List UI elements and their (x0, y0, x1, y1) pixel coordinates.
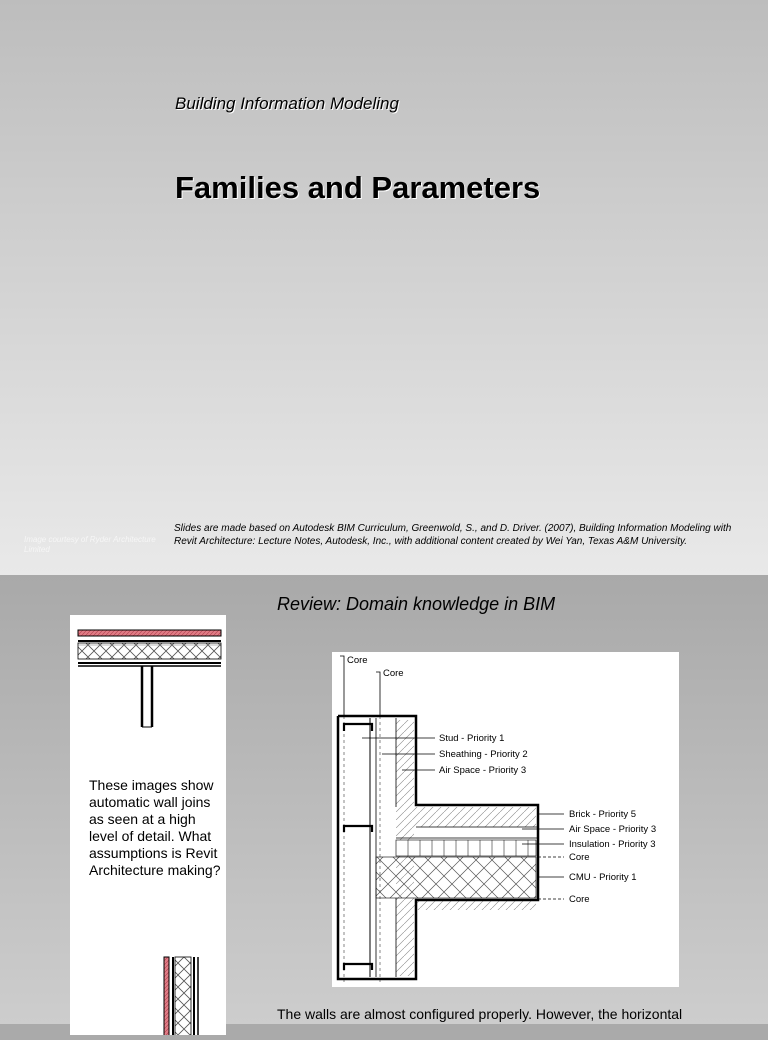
label-air-space-right: Air Space - Priority 3 (569, 824, 657, 835)
wall-priority-drawing (332, 652, 679, 987)
slide-kicker: Building Information Modeling (175, 94, 399, 113)
label-cmu: CMU - Priority 1 (569, 872, 637, 883)
bottom-note-text: The walls are almost configured properly. However, the horizontal (277, 1006, 683, 1022)
credit-text: Slides are made based on Autodesk BIM Curriculum, Greenwold, S., and D. Driver. (2007), Building Information Modeling with Revit Architecture: Lecture Notes, Autodesk, Inc., with additional content created by Wei Yan, Texas A&M University. (174, 523, 732, 547)
label-core-mid: Core (569, 852, 590, 863)
wall-priority-diagram (332, 652, 679, 987)
image-courtesy-text: Image courtesy of Ryder Architecture Limited (24, 535, 156, 554)
review-slide-title: Review: Domain knowledge in BIM (277, 594, 556, 614)
review-slide (0, 575, 768, 1024)
label-stud: Stud - Priority 1 (439, 733, 505, 744)
wall-join-question-text: These images show automatic wall joins as seen at a high level of detail. What assumptions is Revit Architecture making? (89, 777, 221, 878)
label-core-outer: Core (347, 655, 368, 666)
label-core-bottom: Core (569, 894, 590, 905)
label-insulation: Insulation - Priority 3 (569, 839, 656, 850)
wall-join-image-panel (70, 615, 226, 1035)
label-sheathing: Sheathing - Priority 2 (439, 749, 528, 760)
label-core-inner: Core (383, 668, 404, 679)
slide-title: Families and Parameters (175, 170, 541, 205)
label-air-space-left: Air Space - Priority 3 (439, 765, 527, 776)
label-brick: Brick - Priority 5 (569, 809, 637, 820)
